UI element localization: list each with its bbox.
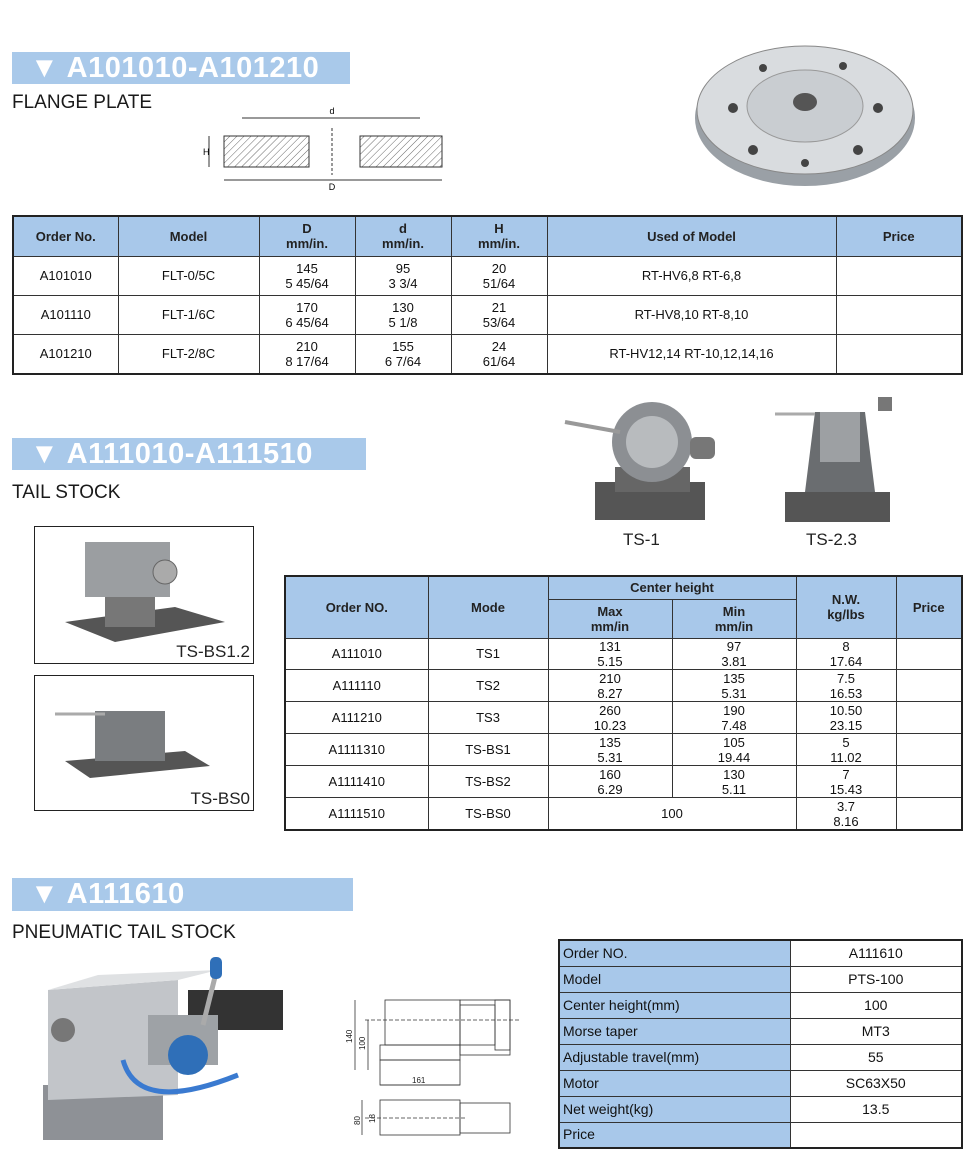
table-row: A101110 FLT-1/6C 170 6 45/64 130 5 1/8 21 53/64 RT-HV8,10 RT-8,10 bbox=[13, 295, 962, 334]
table-row: A111010 TS1 131 5.15 97 3.81 8 17.64 bbox=[285, 638, 962, 670]
header-used-of-model: Used of Model bbox=[547, 216, 836, 256]
section-title-pneumatic: PNEUMATIC TAIL STOCK bbox=[12, 922, 236, 943]
dim-100: 100 bbox=[358, 1036, 367, 1050]
dim-d: d bbox=[329, 106, 335, 116]
header-order-no: Order No. bbox=[13, 216, 118, 256]
dim-80: 80 bbox=[353, 1116, 362, 1125]
caption-ts1: TS-1 bbox=[623, 530, 660, 549]
spec-row: Center height(mm) 100 bbox=[559, 992, 962, 1018]
header-d: d mm/in. bbox=[355, 216, 451, 256]
table-row: A1111310 TS-BS1 135 5.31 105 19.44 5 11.02 bbox=[285, 734, 962, 766]
header-model: Model bbox=[118, 216, 259, 256]
pneumatic-drawing bbox=[340, 985, 530, 1150]
flange-plate-table bbox=[12, 215, 963, 375]
section-title-flange: FLANGE PLATE bbox=[12, 92, 153, 113]
header-nw: N.W. kg/lbs bbox=[796, 576, 896, 638]
header-min: Min mm/in bbox=[672, 599, 796, 638]
tailstock-table bbox=[284, 575, 963, 831]
ts1-photo bbox=[560, 392, 720, 527]
ts23-photo bbox=[770, 392, 900, 527]
table-row: A111110 TS2 210 8.27 135 5.31 7.5 16.53 bbox=[285, 670, 962, 702]
dim-H: H bbox=[203, 147, 210, 157]
caption-tsbs12: TS-BS1.2 bbox=[176, 642, 250, 661]
table-row: A1111510 TS-BS0 100 3.7 8.16 bbox=[285, 798, 962, 830]
spec-row: Motor SC63X50 bbox=[559, 1070, 962, 1096]
spec-row: Adjustable travel(mm) 55 bbox=[559, 1044, 962, 1070]
header-mode: Mode bbox=[428, 576, 548, 638]
section-title-tailstock: TAIL STOCK bbox=[12, 482, 121, 503]
header-order-no: Order NO. bbox=[285, 576, 428, 638]
dim-D: D bbox=[328, 182, 336, 192]
spec-row: Price bbox=[559, 1122, 962, 1148]
spec-row: Morse taper MT3 bbox=[559, 1018, 962, 1044]
dim-18: 18 bbox=[368, 1114, 377, 1123]
table-row: A101010 FLT-0/5C 145 5 45/64 95 3 3/4 20 51/64 RT-HV6,8 RT-6,8 bbox=[13, 256, 962, 295]
table-row: A101210 FLT-2/8C 210 8 17/64 155 6 7/64 24 61/64 RT-HV12,14 RT-10,12,14,16 bbox=[13, 334, 962, 374]
flange-diagram bbox=[195, 100, 455, 192]
header-max: Max mm/in bbox=[548, 599, 672, 638]
header-center-height: Center height bbox=[548, 576, 796, 599]
header-D: D mm/in. bbox=[259, 216, 355, 256]
table-row: A111210 TS3 260 10.23 190 7.48 10.50 23.15 bbox=[285, 702, 962, 734]
dim-161: 161 bbox=[412, 1076, 426, 1085]
section-banner-tailstock: ▼ A111010-A111510 bbox=[12, 438, 366, 470]
dim-140: 140 bbox=[345, 1029, 354, 1043]
pneumatic-spec-table bbox=[558, 939, 963, 1149]
spec-row: Model PTS-100 bbox=[559, 966, 962, 992]
caption-tsbs0: TS-BS0 bbox=[190, 789, 250, 808]
flange-plate-photo bbox=[693, 38, 918, 188]
pneumatic-tailstock-photo bbox=[38, 955, 293, 1147]
tsbs12-photo-box bbox=[34, 526, 254, 664]
header-H: H mm/in. bbox=[451, 216, 547, 256]
header-price: Price bbox=[896, 576, 962, 638]
spec-row: Net weight(kg) 13.5 bbox=[559, 1096, 962, 1122]
section-banner-pneumatic: ▼ A111610 bbox=[12, 878, 353, 911]
table-row: A1111410 TS-BS2 160 6.29 130 5.11 7 15.43 bbox=[285, 766, 962, 798]
section-banner-flange: ▼ A101010-A101210 bbox=[12, 52, 350, 84]
spec-row: Order NO. A111610 bbox=[559, 940, 962, 966]
header-price: Price bbox=[836, 216, 962, 256]
caption-ts23: TS-2.3 bbox=[806, 530, 858, 549]
tsbs0-photo-box bbox=[34, 675, 254, 811]
